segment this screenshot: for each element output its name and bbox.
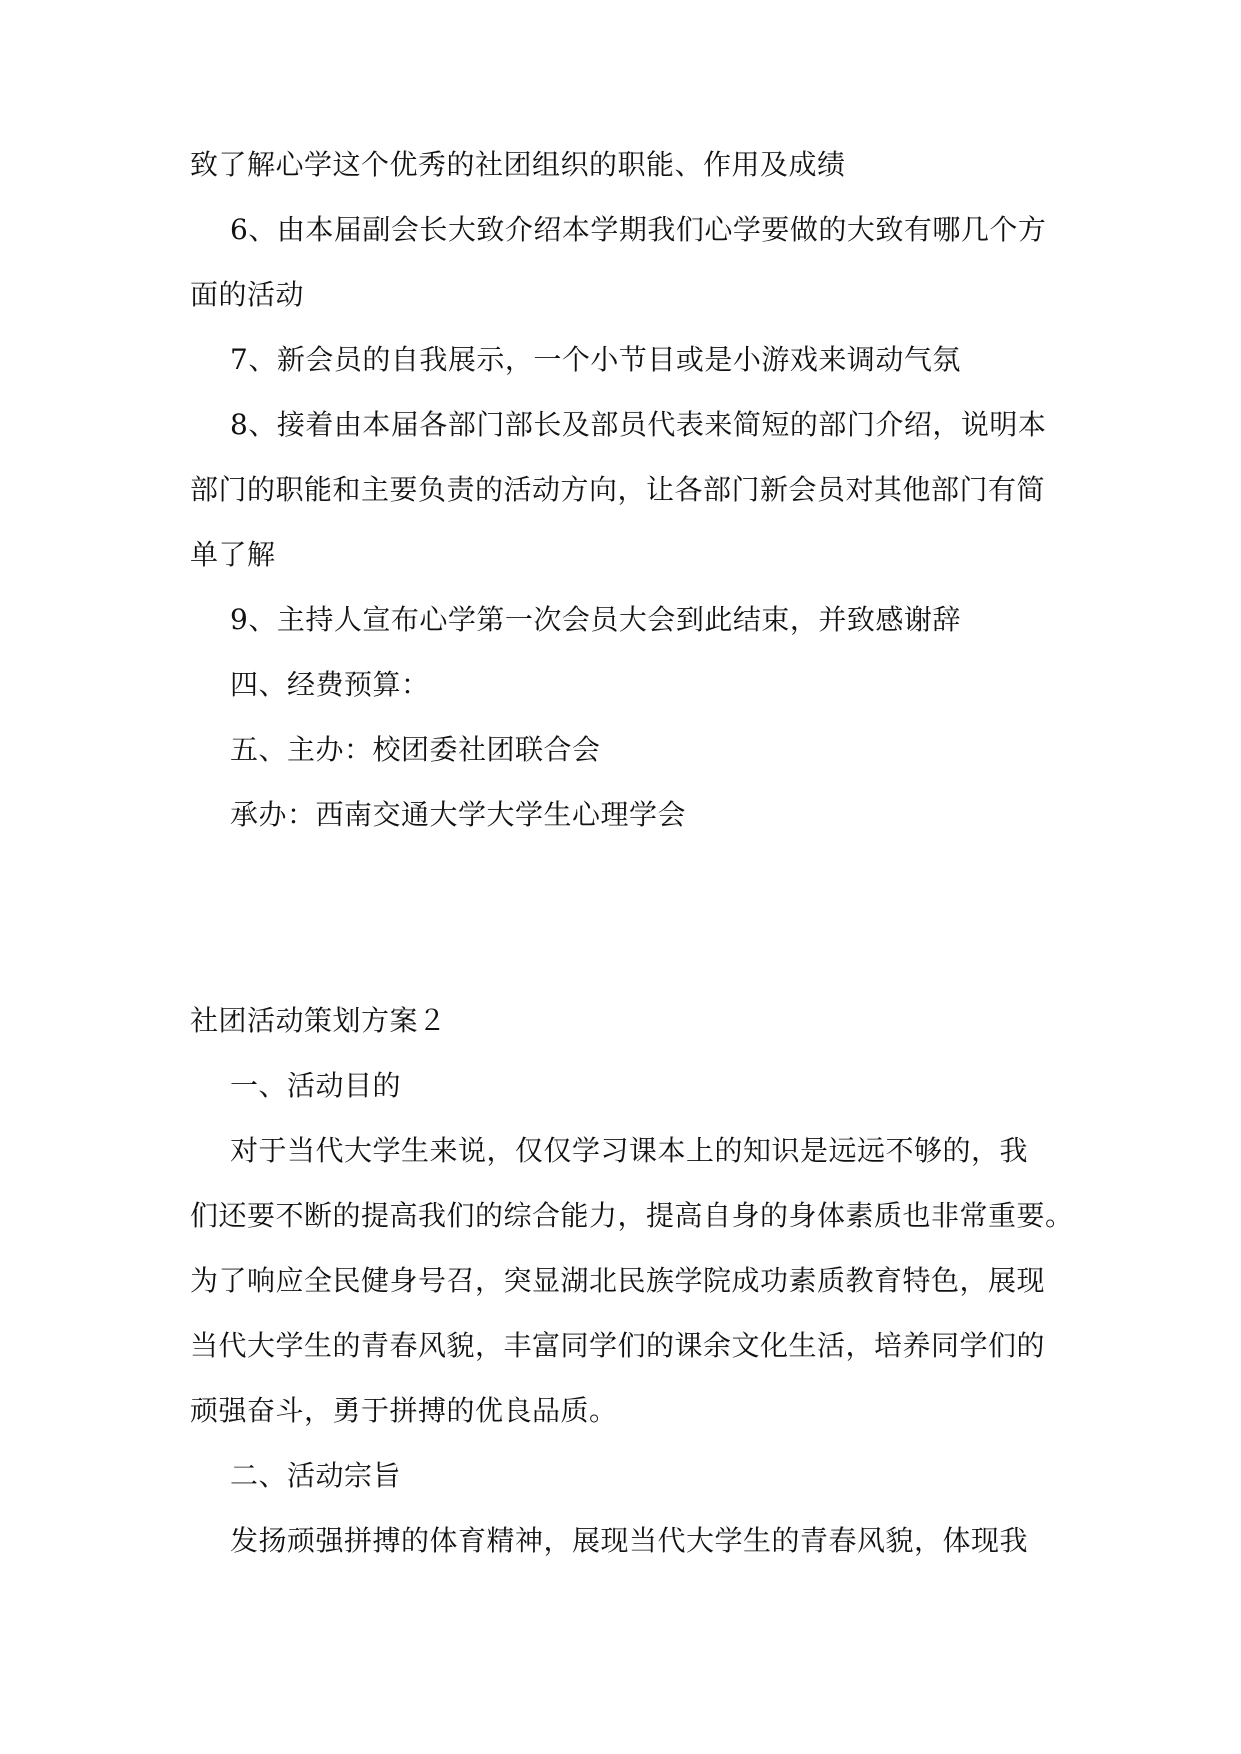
paragraph-line: 们还要不断的提高我们的综合能力，提高自身的身体素质也非常重要。	[190, 1199, 1074, 1232]
paragraph-line: 致了解心学这个优秀的社团组织的职能、作用及成绩	[190, 148, 846, 181]
paragraph-line: 五、主办：校团委社团联合会	[230, 733, 601, 766]
paragraph-line: 对于当代大学生来说，仅仅学习课本上的知识是远远不够的，我	[230, 1134, 1029, 1167]
paragraph-line: 顽强奋斗，勇于拼搏的优良品质。	[190, 1394, 618, 1427]
paragraph-line: 8、接着由本届各部门部长及部员代表来简短的部门介绍，说明本	[230, 408, 1047, 441]
paragraph-line: 一、活动目的	[230, 1069, 402, 1102]
paragraph-line: 面的活动	[190, 278, 305, 311]
paragraph-line: 承办：西南交通大学大学生心理学会	[230, 798, 687, 831]
section-2-body	[190, 988, 1074, 1573]
paragraph-line: 9、主持人宣布心学第一次会员大会到此结束，并致感谢辞	[230, 603, 961, 636]
paragraph-line: 7、新会员的自我展示，一个小节目或是小游戏来调动气氛	[230, 343, 961, 376]
paragraph-line: 6、由本届副会长大致介绍本学期我们心学要做的大致有哪几个方	[230, 213, 1047, 246]
paragraph-line: 四、经费预算：	[230, 668, 430, 701]
section-1-body	[190, 132, 1060, 847]
paragraph-line: 发扬顽强拼搏的体育精神，展现当代大学生的青春风貌，体现我	[230, 1524, 1029, 1557]
paragraph-line: 二、活动宗旨	[230, 1459, 402, 1492]
paragraph-line: 单了解	[190, 538, 276, 571]
paragraph-line: 部门的职能和主要负责的活动方向，让各部门新会员对其他部门有简	[190, 473, 1046, 506]
paragraph-line: 当代大学生的青春风貌，丰富同学们的课余文化生活，培养同学们的	[190, 1329, 1046, 1362]
paragraph-line: 为了响应全民健身号召，突显湖北民族学院成功素质教育特色，展现	[190, 1264, 1046, 1297]
section-title: 社团活动策划方案２	[190, 1004, 447, 1037]
